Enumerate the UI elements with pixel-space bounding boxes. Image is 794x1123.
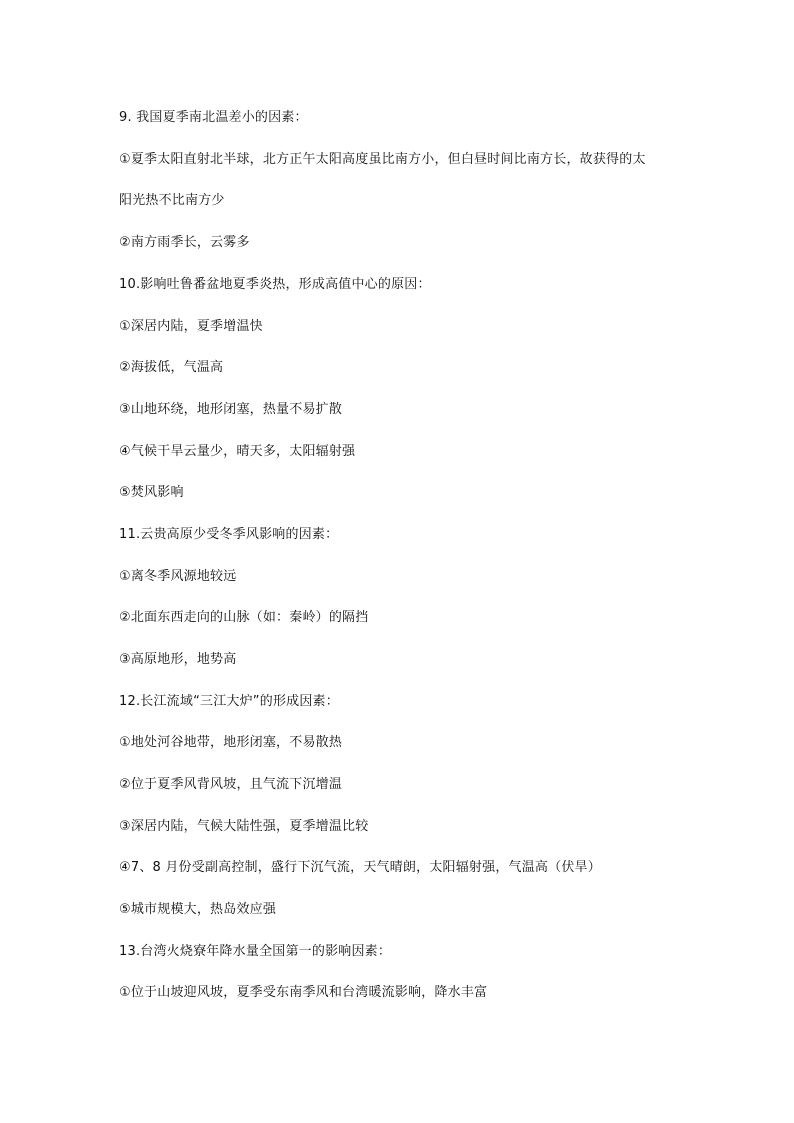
q11-point-1: ①离冬季风源地较远 (119, 569, 237, 584)
heading-q10: 10.影响吐鲁番盆地夏季炎热，形成高值中心的原因： (119, 277, 431, 292)
q10-point-4: ④气候干旱云量少，晴天多，太阳辐射强 (119, 444, 356, 459)
q9-point-1: ①夏季太阳直射北半球，北方正午太阳高度虽比南方小，但白昼时间比南方长，故获得的太 (119, 152, 646, 167)
q11-point-2: ②北面东西走向的山脉（如：秦岭）的隔挡 (119, 610, 369, 625)
heading-q13: 13.台湾火烧寮年降水量全国第一的影响因素： (119, 944, 392, 959)
q12-point-5: ⑤城市规模大，热岛效应强 (119, 902, 277, 917)
q9-point-1-cont: 阳光热不比南方少 (119, 193, 225, 208)
q10-point-1: ①深居内陆，夏季增温快 (119, 319, 263, 334)
heading-q12: 12.长江流域“三江大炉”的形成因素： (119, 694, 339, 709)
q12-point-4: ④7、8 月份受副高控制，盛行下沉气流，天气晴朗，太阳辐射强，气温高（伏旱） (119, 860, 601, 875)
heading-q9: 9. 我国夏季南北温差小的因素： (119, 110, 308, 125)
q10-point-2: ②海拔低，气温高 (119, 360, 224, 375)
q12-point-1: ①地处河谷地带，地形闭塞，不易散热 (119, 735, 343, 750)
heading-q11: 11.云贵高原少受冬季风影响的因素： (119, 527, 339, 542)
q11-point-3: ③高原地形，地势高 (119, 652, 237, 667)
q10-point-5: ⑤焚风影响 (119, 485, 184, 500)
q12-point-3: ③深居内陆，气候大陆性强，夏季增温比较 (119, 819, 369, 834)
q9-point-2: ②南方雨季长，云雾多 (119, 235, 250, 250)
q13-point-1: ①位于山坡迎风坡，夏季受东南季风和台湾暖流影响，降水丰富 (119, 985, 488, 1000)
q10-point-3: ③山地环绕，地形闭塞，热量不易扩散 (119, 402, 343, 417)
q12-point-2: ②位于夏季风背风坡，且气流下沉增温 (119, 777, 343, 792)
